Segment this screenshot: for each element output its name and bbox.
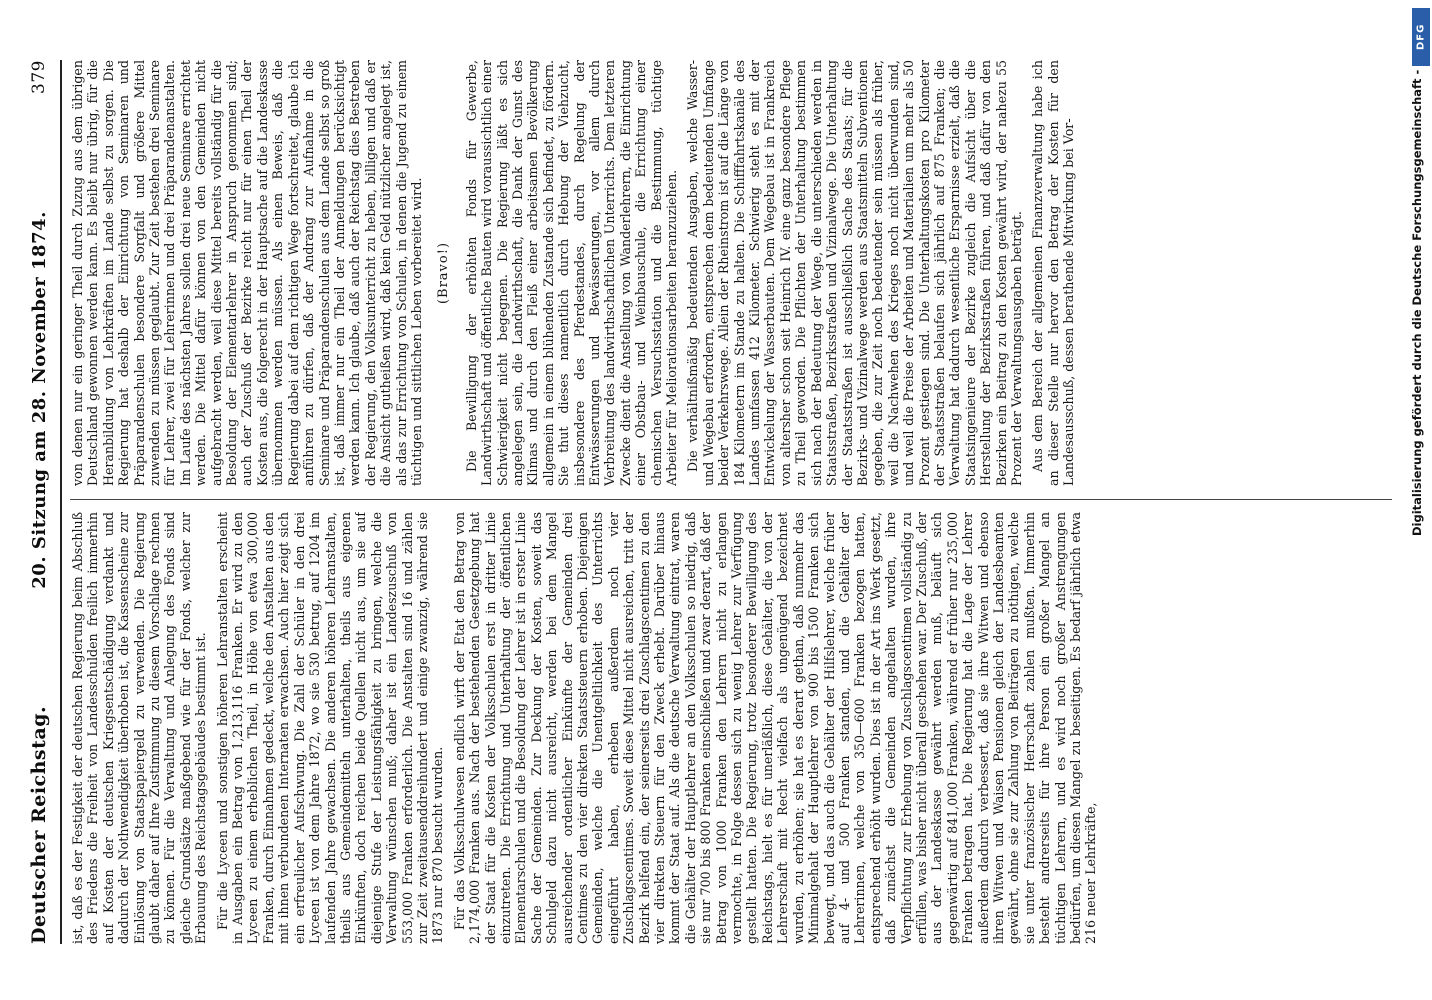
page-number: 379 xyxy=(29,60,49,94)
header-title: Deutscher Reichstag. xyxy=(28,705,50,944)
paragraph: ist, daß es der Festigkeit der deutschen Regierung beim Abschluß des Friedens die Freiheit von Landesschulden freilich immerhin auf Kosten der deutschen Kriegsentschädigung verdankt und dadurch der Nothwendigkeit überhoben ist, die Kassenscheine zur Einlösung von Staatspapiergeld zu verwenden. Die Regierung glaubt daher auf Ihre Zustimmung zu diesem Vorschlage rechnen zu können. Für die Verwaltung und Anlegung des Fonds sind gleiche Grundsätze maßgebend wie für der Fonds, welcher zur Erbauung des Reichstagsgebäudes bestimmt ist. xyxy=(70,512,209,944)
paragraph: Für die Lyceen und sonstigen höheren Lehranstalten erscheint in Ausgaben ein Betrag von 1,213,116 Franken. Er wird zu den Lyceen zu einem erheblichen Theil, in Höhe von etwa 300,000 Franken, durch Einnahmen gedeckt, welche den Anstalten aus den mit ihnen verbundenen Internaten erwachsen. Auch hier zeigt sich ein erfreulicher Aufschwung. Die Zahl der Schüler in den drei Lyceen ist von dem Jahre 1872, wo sie 530 betrug, auf 1204 im laufenden Jahre gewachsen. Die anderen höheren Lehranstalten, theils aus Gemeindemitteln unterhalten, theils aus eigenen Einkünften, doch reichen beide Quellen nicht aus, um sie auf diejenige Stufe der Leistungsfähigkeit zu bringen, welche die Verwaltung wünschen muß; daher ist ein Landeszuschuß von 553,000 Franken erforderlich. Die Anstalten sind 16 und zählen zur Zeit zweitausenddreihundert und einige zwanzig, während sie 1873 nur 870 besucht wurden. xyxy=(214,512,446,944)
header-session: 20. Sitzung am 28. November 1874. xyxy=(28,211,50,589)
paragraph: von denen nur ein geringer Theil durch Zuzug aus dem übrigen Deutschland gewonnen werden kann. Es bleibt nur übrig, für die Heranbildung von Lehrkräften im Lande selbst zu sorgen. Die Regierung hat deshalb der Einrichtung von Seminaren und Präparandenschulen besondere Sorgfalt und größere Mittel zuwenden zu müssen geglaubt. Zur Zeit bestehen drei Seminare für Lehrer, zwei für Lehrerinnen und drei Präparandenanstalten. Im Laufe des nächsten Jahres sollen drei neue Seminare errichtet werden. Die Mittel dafür können von den Gemeinden nicht aufgebracht werden, weil diese Mittel bereits vollständig für die Besoldung der Elementarlehrer in Anspruch genommen sind; auch der Zuschuß der Bezirke reicht nur für einen Theil der Kosten aus, die folgerecht in der Hauptsache auf die Landeskasse übernommen werden müssen. Als einen Beweis, daß die Regierung dabei auf dem richtigen Wege fortschreitet, glaube ich anführen zu dürfen, daß der Andrang zur Aufnahme in die Seminare und Präparandenschulen aus dem Lande selbst so groß ist, daß immer nur ein Theil der Anmeldungen berücksichtigt werden kann. Ich glaube, daß auch der Reichstag dies Bestreben der Regierung, den Volksunterricht zu heben, billigen und daß er die Ansicht gutheißen wird, daß kein Geld nützlicher angelegt ist, als das zur Errichtung von Schulen, in denen die Jugend zu einem tüchtigen und sittlichen Leben vorbereitet wird. xyxy=(70,60,424,486)
paragraph: Aus dem Bereich der allgemeinen Finanzverwaltung habe ich an dieser Stelle nur hervor den Betrag der Kosten für den Landesausschuß, dessen berathende Mitwirkung bei Vor- xyxy=(1030,60,1077,486)
paragraph: Die Bewilligung der erhöhten Fonds für Gewerbe, Landwirthschaft und öffentliche Bauten wird voraussichtlich einer Schwierigkeit nicht begegnen. Die Regierung läßt es sich angelegen sein, die Landwirthschaft, die Dank der Gunst des Klimas und durch den Fleiß einer arbeitsamen Bevölkerung allgemein in einem blühenden Zustande sich befindet, zu fördern. Sie thut dieses namentlich durch Hebung der Viehzucht, insbesondere des Pferdestandes, durch Regelung der Entwässerungen und Bewässerungen, vor allem durch Verbreitung des landwirthschaftlichen Unterrichts. Dem letzteren Zwecke dient die Anstellung von Wanderlehrern, die Einrichtung einer Obstbau- und Weinbauschule, die Errichtung einer chemischen Versuchsstation und die Bestimmung, tüchtige Arbeiter für Meliorationsarbeiten heranzuziehen. xyxy=(463,60,680,486)
dfg-credit-text: Digitalisierung gefördert durch die Deutsche Forschungsgemeinschaft - xyxy=(1410,70,1424,537)
paragraph: Die verhältnißmäßig bedeutenden Ausgaben, welche Wasser- und Wegebau erfordern, entsprechen dem bedeutenden Umfange beider Verkehrswege. Allein der Rheinstrom ist auf die Länge von 184 Kilometern im Stande zu halten. Die Schifffahrtskanäle des Landes umfassen 412 Kilometer. Schwierig steht es mit der Entwickelung der Wasserbauten. Dem Wegebau ist in Frankreich von altersher schon seit Heinrich IV. eine ganz besondere Pflege zu Theil geworden. Die Pflichten der Unterhaltung bestimmen sich nach der Bedeutung der Wege, die unterschieden werden in Staatsstraßen, Bezirksstraßen und Vizinalwege. Die Unterhaltung der Staatsstraßen ist ausschließlich Sache des Staats; für die Bezirks- und Vizinalwege werden aus Staatsmitteln Subventionen gegeben, die zur Zeit noch bedeutender sein müssen als früher, weil die Nachwehen des Krieges noch nicht überwunden sind, und weil die Preise der Arbeiten und Materialien um mehr als 50 Prozent gestiegen sind. Die Unterhaltungskosten pro Kilometer der Staatsstraßen belaufen sich jährlich auf 875 Franken; die Verwaltung hat dadurch wesentliche Ersparnisse erzielt, daß die Staatsingenieure der Bezirke zugleich die Aufsicht über die Herstellung der Bezirksstraßen führen, und daß dafür von den Bezirken ein Beitrag zu den Kosten gewährt wird, der nahezu 55 Prozent der Verwaltungsausgaben beträgt. xyxy=(685,60,1024,486)
column-divider xyxy=(70,499,1392,500)
dfg-logo: DFG xyxy=(1412,8,1430,66)
left-column xyxy=(70,512,1392,944)
interjection-note: (Bravo!) xyxy=(436,241,452,305)
paragraph: Für das Volksschulwesen endlich wirft der Etat den Betrag von 2,174,000 Franken aus. Nach der bestehenden Gesetzgebung hat der Staat für die Kosten der Volksschulen erst in dritter Linie einzutreten. Die Errichtung und Unterhaltung der öffentlichen Elementarschulen und die Besoldung der Lehrer ist in erster Linie Sache der Gemeinden. Zur Deckung der Kosten, soweit das Schulgeld dazu nicht ausreicht, werden bei dem Mangel ausreichender ordentlicher Einkünfte der Gemeinden drei Centimes zu den vier direkten Staatssteuern erhoben. Diejenigen Gemeinden, welche die Unentgeltlichkeit des Unterrichts eingeführt haben, erheben außerdem noch vier Zuschlagscentimes. Soweit diese Mittel nicht ausreichen, tritt der Bezirk helfend ein, der seinerseits drei Zuschlagscentimen zu den vier direkten Steuern für den Zweck erhebt. Darüber hinaus kommt der Staat auf. Als die deutsche Verwaltung eintrat, waren die Gehälter der Hauptlehrer an den Volksschulen so niedrig, daß sie nur 700 bis 800 Franken einschließen und zwar derart, daß der Betrag von 1000 Franken den Lehrern nicht zu erlangen vermochte, in Folge dessen sich zu wenig Lehrer zur Verfügung gestellt hatten. Die Regierung, trotz besonderer Bewilligung des Reichstags, hielt es für unerläßlich, diese Gehälter, die von der Lehrerschaft mit Recht vielfach als ungenügend bezeichnet wurden, zu erhöhen; sie hat es derart gethan, daß nunmehr das Minimalgehalt der Hauptlehrer von 900 bis 1500 Franken sich bewegt, und das auch die Gehälter der Hilfslehrer, welche früher auf 4- und 500 Franken standen, und die Gehälter der Lehrerinnen, welche von 350—600 Franken bezogen hatten, entsprechend erhöht wurden. Dies ist in der Art ins Werk gesetzt, daß zunächst die Gemeinden angehalten wurden, ihre Verpflichtung zur Erhebung von Zuschlagscentimen vollständig zu erfüllen, was bisher nicht überall geschehen war. Der Zuschuß, der aus der Landeskasse gewährt werden muß, beläuft sich gegenwärtig auf 841,000 Franken, während er früher nur 235,000 Franken betragen hat. Die Regierung hat die Lage der Lehrer außerdem dadurch verbessert, daß sie ihre Witwen und ebenso ihren Witwen und Waisen Pensionen gleich der Landesbeamten gewährt, ohne sie zur Zahlung von Beiträgen zu nöthigen, welche sie unter französischer Herrschaft zahlen mußten. Immerhin besteht andrerseits für ihre Person ein großer Mangel an tüchtigen Lehrern, und es wird noch großer Anstrengungen bedürfen, um diesen Mangel zu beseitigen. Es bedarf jährlich etwa 216 neuer Lehrkräfte, xyxy=(451,512,1099,944)
running-head xyxy=(22,60,56,944)
right-column xyxy=(70,60,1392,486)
header-rule xyxy=(60,60,62,944)
